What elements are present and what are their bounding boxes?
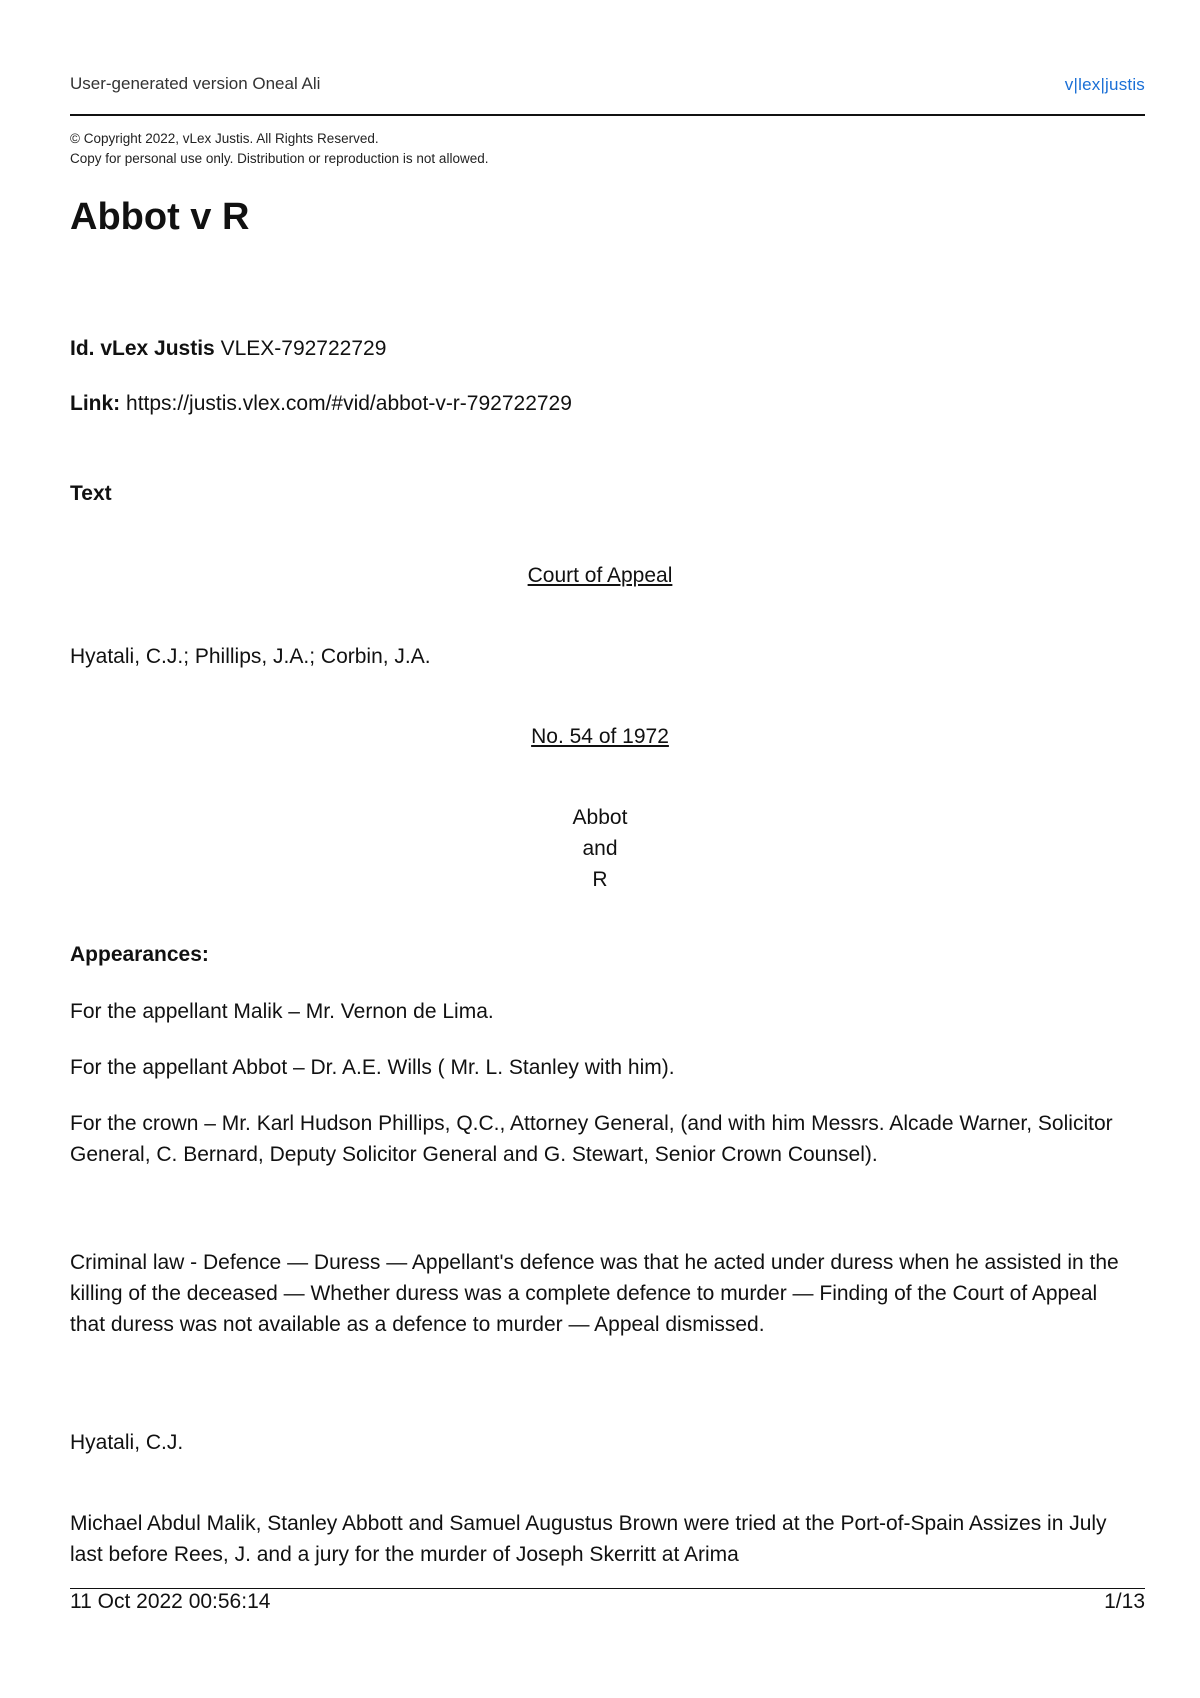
judgment-body: Michael Abdul Malik, Stanley Abbott and Samuel Augustus Brown were tried at the Port-of-Spain Assizes in July last before Rees, J. and a jury for the murder of Joseph Skerritt at Arima <box>70 1512 1107 1566</box>
page-header <box>70 74 1145 114</box>
headnote: Criminal law - Defence — Duress — Appellant's defence was that he acted under duress when he assisted in the killing of the deceased — Whether duress was a complete defence to murder — Finding of the Court of Appeal that duress was not available as a defence to murder — Appeal dismissed. <box>70 1251 1119 1336</box>
document-link <box>70 392 572 416</box>
link-value[interactable]: https://justis.vlex.com/#vid/abbot-v-r-792722729 <box>126 392 572 415</box>
footer-divider <box>70 1588 1145 1589</box>
party-appellant: Abbot <box>572 806 628 829</box>
header-divider <box>70 114 1145 116</box>
copyright-restriction-line: Copy for personal use only. Distribution or reproduction is not allowed. <box>70 151 489 166</box>
party-conjunction: and <box>582 837 618 860</box>
appearance-malik: For the appellant Malik – Mr. Vernon de Lima. <box>70 1000 494 1023</box>
text-heading: Text <box>70 482 112 505</box>
footer-timestamp: 11 Oct 2022 00:56:14 <box>70 1590 271 1613</box>
appearance-abbot: For the appellant Abbot – Dr. A.E. Wills ( Mr. L. Stanley with him). <box>70 1056 675 1079</box>
appearances-heading: Appearances: <box>70 943 209 966</box>
court-name: Court of Appeal <box>527 564 673 587</box>
copyright-line: © Copyright 2022, vLex Justis. All Rights Reserved. <box>70 131 379 146</box>
copyright-notice <box>70 129 488 169</box>
link-label: Link: <box>70 392 121 415</box>
document-id <box>70 337 386 361</box>
judges: Hyatali, C.J.; Phillips, J.A.; Corbin, J.A. <box>70 645 431 668</box>
appearance-crown: For the crown – Mr. Karl Hudson Phillips, Q.C., Attorney General, (and with him Messrs. Alcade Warner, Solicitor General, C. Bernard, Deputy Solicitor General and G. Stewart, Senior Crown Counsel). <box>70 1112 1113 1166</box>
page-footer <box>70 1590 1145 1614</box>
case-number: No. 54 of 1972 <box>531 725 669 748</box>
judgment-author: Hyatali, C.J. <box>70 1431 184 1454</box>
page-number: 1/13 <box>1104 1590 1145 1613</box>
id-value: VLEX-792722729 <box>220 337 387 360</box>
party-respondent: R <box>592 868 608 891</box>
user-version-label: User-generated version Oneal Ali <box>70 74 321 93</box>
id-label: Id. vLex Justis <box>70 337 215 360</box>
vlex-justis-logo[interactable]: v|lex|justis <box>1064 75 1145 94</box>
document-title: Abbot v R <box>70 196 250 238</box>
